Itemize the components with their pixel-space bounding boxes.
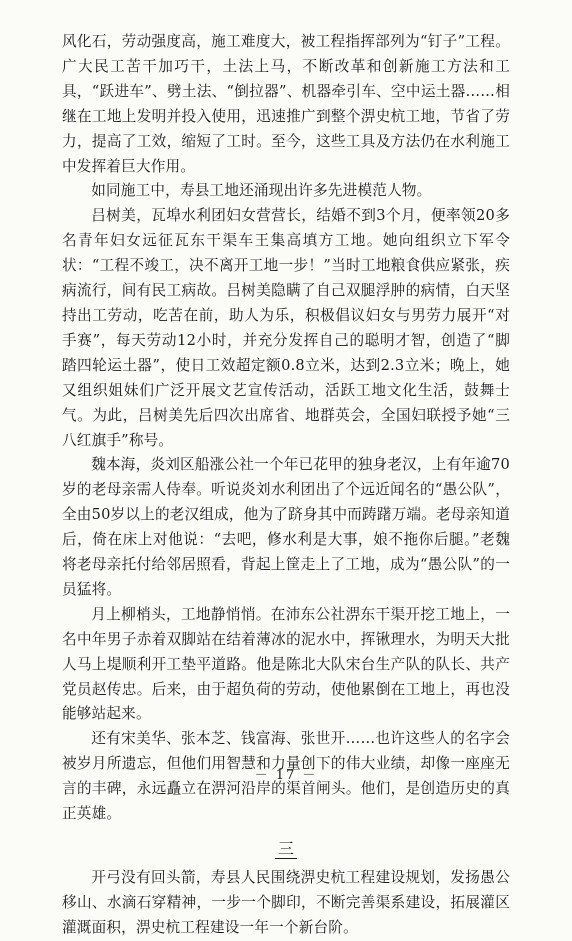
body-text-bottom	[62, 866, 510, 941]
paragraph: 如同施工中，寿县工地还涌现出许多先进模范人物。	[91, 182, 432, 200]
paragraph: 吕树美，瓦埠水利团妇女营营长，结婚不到3个月，便率领20多名青年妇女远征瓦东干渠车王集高填方工地。她向组织立下军令状：“工程不竣工，决不离开工地一步！”当时工地粮食供应紧张，疾病流行，间有民工病故。吕树美隐瞒了自己双腿浮肿的病情，白天坚持出工劳动，吃苦在前，助人为乐，积极倡议妇女与男劳力展开“对手赛”，每天劳动12小时，并充分发挥自己的聪明才智，创造了“脚踏四轮运土器”，使日工效超定额0.8立米，达到2.3立米；晚上，她又组织姐妹们广泛开展文艺宣传活动，活跃工地文化生活，鼓舞士气。为此，吕树美先后四次出席省、地群英会，全国妇联授予她“三八红旗手”称号。	[62, 207, 510, 449]
paragraph: 月上柳梢头，工地静悄悄。在沛东公社淠东干渠开挖工地上，一名中年男子赤着双脚站在结着薄冰的泥水中，挥锹理水，为明天大批人马上堤顺利开工垫平道路。他是陈北大队宋台生产队的队长、共产党员赵传忠。后来，由于超负荷的劳动，使他累倒在工地上，再也没能够站起来。	[62, 605, 510, 723]
page-number: － 17 －	[254, 768, 318, 783]
paragraph: 风化石，劳动强度高，施工难度大，被工程指挥部列为“钉子”工程。广大民工苦干加巧干，土法上马，不断改革和创新施工方法和工具，“跃进车”、劈土法、“倒拉器”、机器牵引车、空中运土器……相继在工地上发明并投入使用，迅速推广到整个淠史杭工地，节省了劳力，提高了工效，缩短了工时。至今，这些工具及方法仍在水利施工中发挥着巨大作用。	[62, 33, 510, 175]
body-text-top	[62, 30, 510, 827]
paragraph: 魏本海，炎刘区船涨公社一个年已花甲的独身老汉，上有年逾70岁的老母亲需人侍奉。听说炎刘水利团出了个远近闻名的“愚公队”，全由50岁以上的老汉组成，他为了跻身其中而踌躇万端。老母亲知道后，倚在床上对他说：“去吧，修水利是大事，娘不拖你后腿。”老魏将老母亲托付给邻居照看，背起上筐走上了工地，成为“愚公队”的一员猛将。	[62, 456, 510, 598]
section-heading	[62, 836, 510, 861]
section-heading-text: 三	[275, 839, 297, 859]
paragraph: 开弓没有回头箭，寿县人民围绕淠史杭工程建设规划，发扬愚公移山、水滴石穿精神，一步一个脚印，不断完善渠系建设，拓展灌区灌溉面积，淠史杭工程建设一年一个新台阶。	[62, 869, 510, 936]
paragraph: 还有宋美华、张本芝、钱富海、张世开……也许这些人的名字会被岁月所遗忘，但他们用智慧和力量创下的伟大业绩，却像一座座无言的丰碑，永远矗立在淠河沿岸的渠首闸头。他们，是创造历史的真正英雄。	[62, 730, 510, 823]
